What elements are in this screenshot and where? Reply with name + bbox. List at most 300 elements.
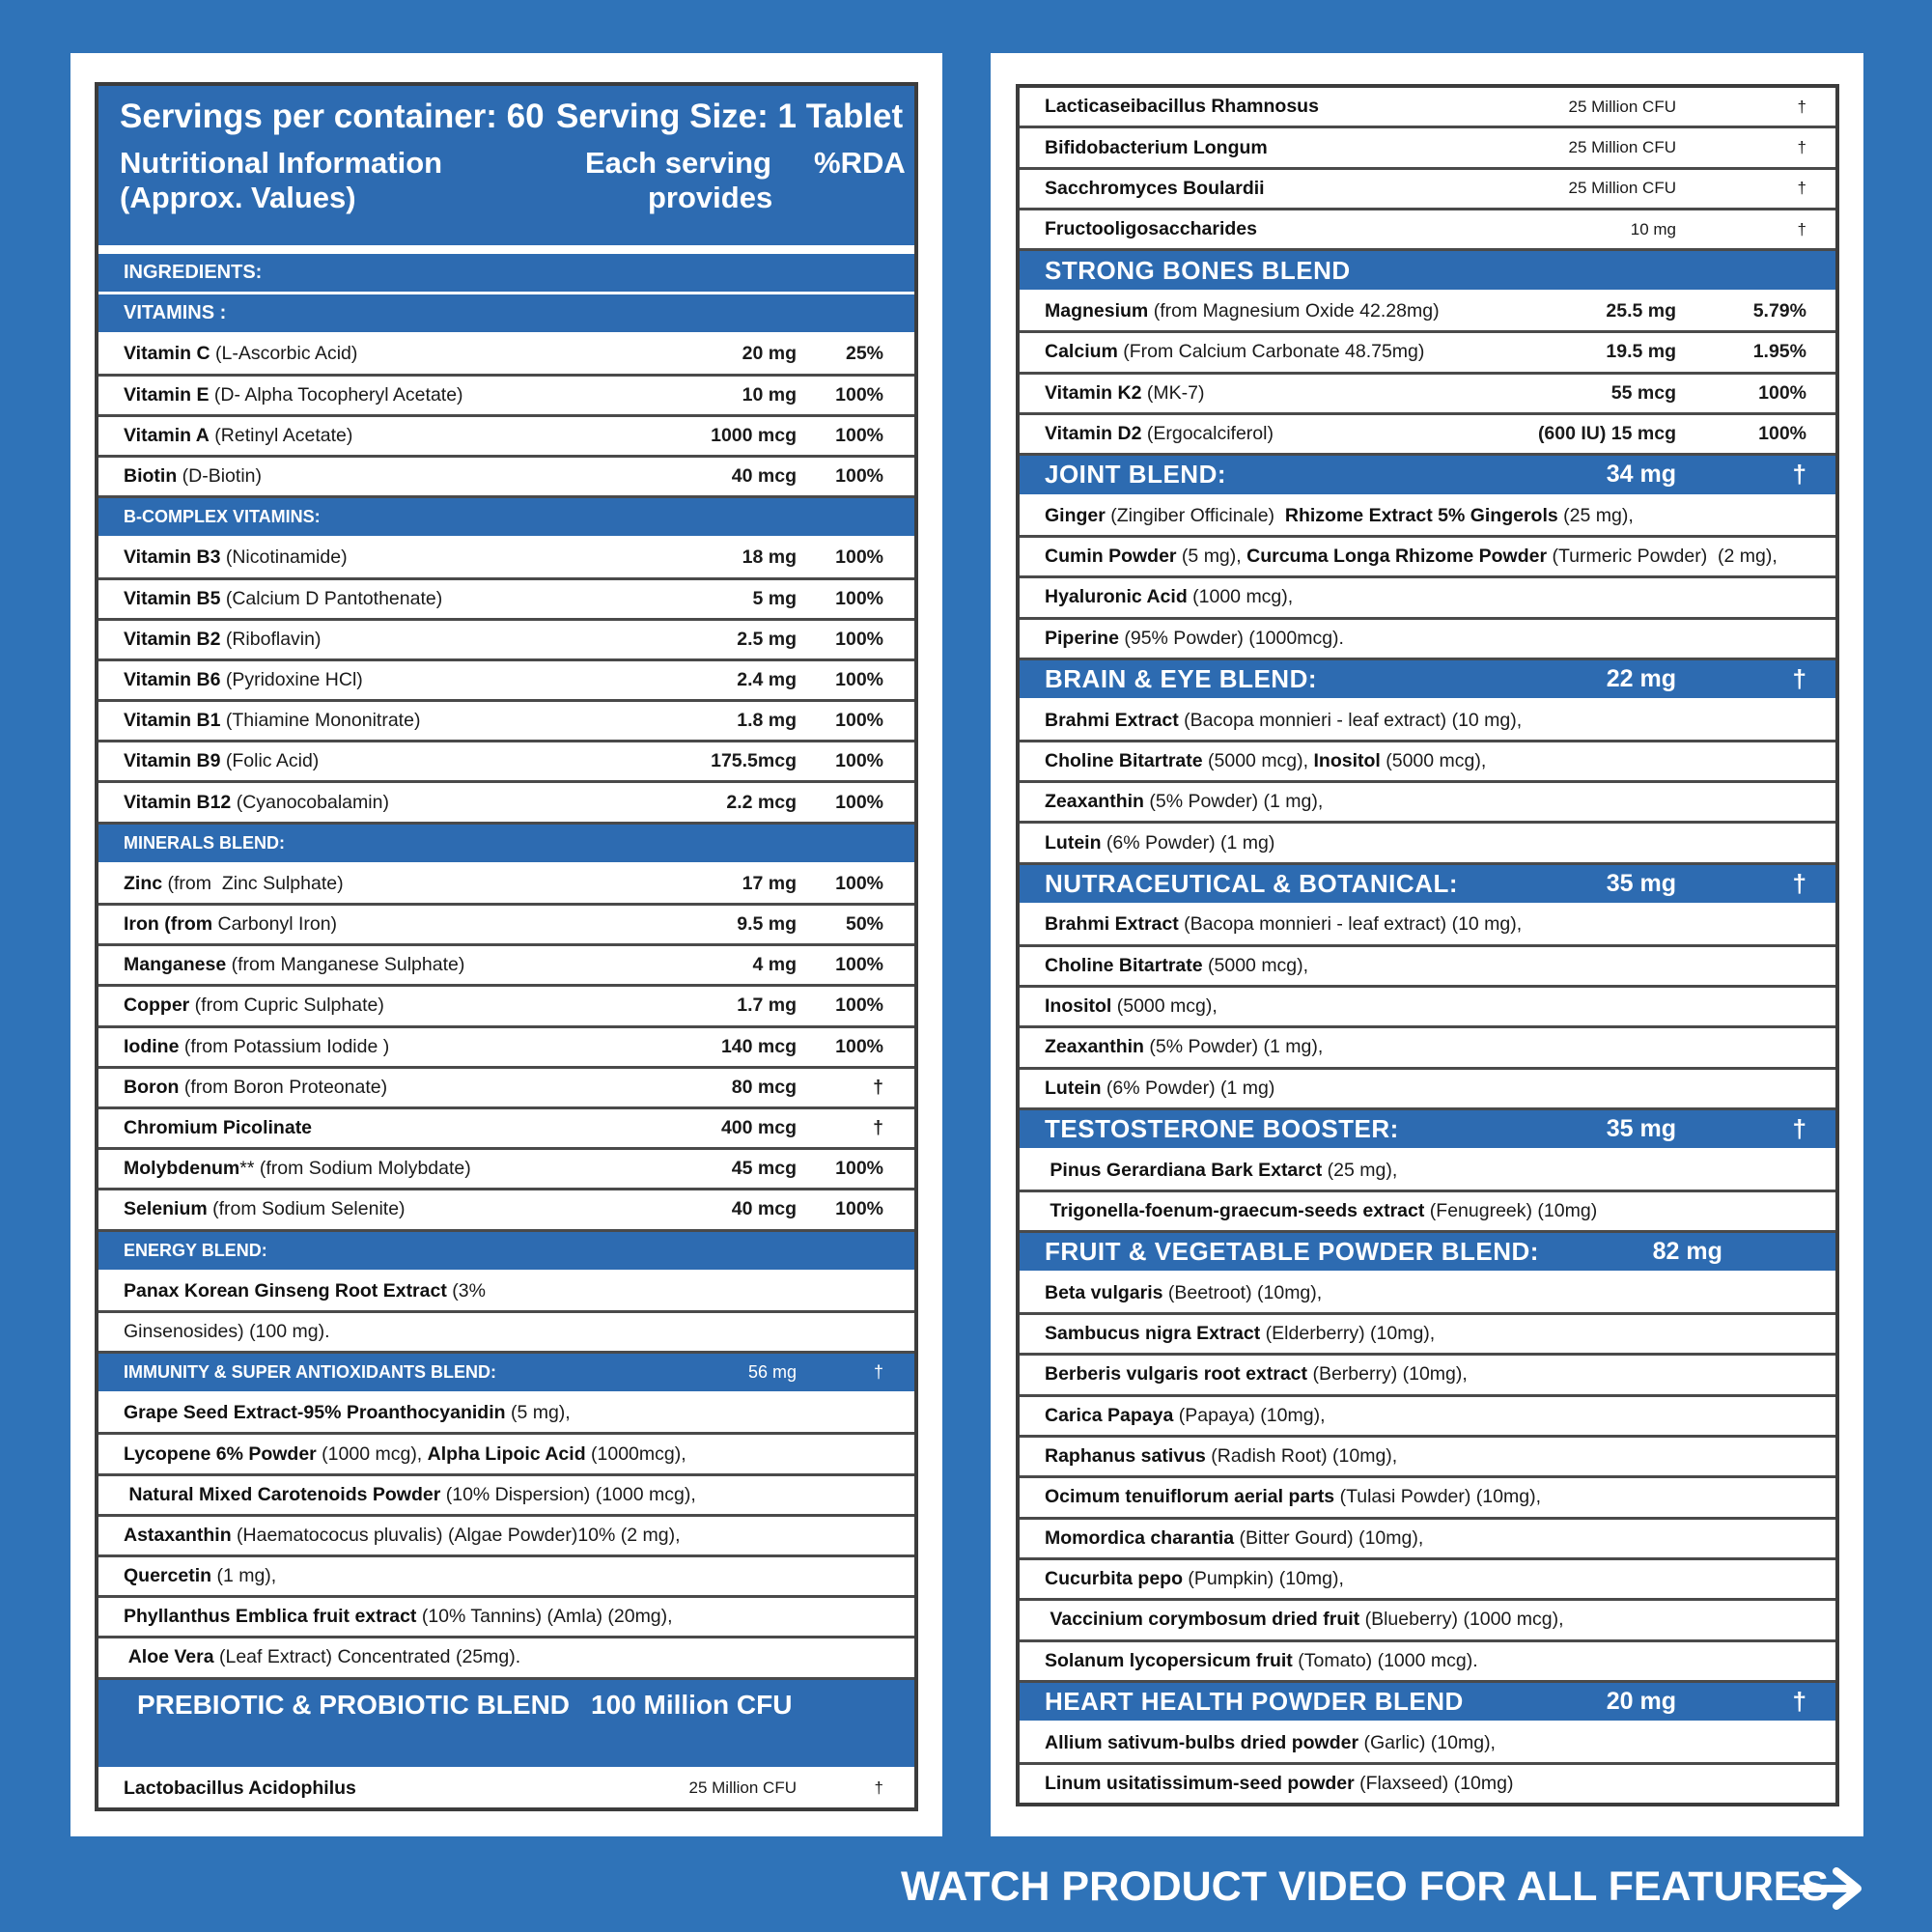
ingredient-name xyxy=(124,1321,603,1343)
ingredient-name xyxy=(1045,137,1493,159)
ingredient-rda: 100% xyxy=(1758,423,1806,445)
ingredient-name xyxy=(124,546,603,569)
ingredient-row xyxy=(98,580,914,621)
ingredient-name xyxy=(124,913,603,936)
ingredient-rda: 50% xyxy=(845,913,883,936)
ingredient-name xyxy=(124,1484,696,1506)
ingredient-bold: Manganese xyxy=(124,954,227,976)
ingredient-row xyxy=(98,1557,914,1598)
ingredient-bold: Magnesium xyxy=(1045,299,1149,322)
ingredient-row xyxy=(1020,1478,1835,1519)
ingredient-row xyxy=(98,865,914,906)
ingredient-name xyxy=(124,588,603,610)
ingredient-detail: ** (from Sodium Molybdate) xyxy=(239,1158,471,1180)
ingredient-name xyxy=(1045,1363,1493,1386)
ingredient-detail: (Radish Root) (10mg), xyxy=(1205,1445,1398,1468)
ingredient-row xyxy=(1020,1723,1835,1764)
ingredient-detail: (L-Ascorbic Acid) xyxy=(210,343,358,365)
ingredient-row xyxy=(1020,620,1835,660)
ingredient-bold: Brahmi Extract xyxy=(1045,913,1179,936)
ingredient-row xyxy=(98,661,914,702)
ingredient-bold: Vitamin C xyxy=(124,343,210,365)
ingredient-row xyxy=(1020,1765,1835,1803)
ingredient-bold: Trigonella-foenum-graecum-seeds extract xyxy=(1045,1199,1425,1221)
ingredient-bold: Raphanus sativus xyxy=(1045,1445,1206,1468)
ingredient-name xyxy=(124,465,603,488)
ingredient-bold: Vitamin B3 xyxy=(124,546,221,569)
ingredient-row xyxy=(1020,170,1835,210)
ingredient-name xyxy=(1045,382,1493,405)
ingredient-amount: 20 mg xyxy=(742,343,797,365)
ingredient-rda: † xyxy=(873,1076,883,1098)
section-header xyxy=(98,498,914,539)
section-title: ENERGY BLEND: xyxy=(124,1240,267,1260)
section-header xyxy=(98,1232,914,1273)
ingredient-name xyxy=(1045,628,1493,650)
section-title: VITAMINS : xyxy=(124,302,227,324)
ingredient-bold: Allium sativum-bulbs dried powder xyxy=(1045,1731,1359,1753)
ingredient-row xyxy=(1020,375,1835,415)
section-amount: 56 mg xyxy=(747,1362,797,1383)
arrow-right-icon[interactable] xyxy=(1798,1865,1865,1912)
ingredient-amount: 80 mcg xyxy=(731,1076,797,1098)
ingredient-bold: Choline Bitartrate xyxy=(1045,954,1203,976)
ingredient-rda: 1.95% xyxy=(1752,341,1806,363)
ingredient-name xyxy=(124,1280,603,1302)
ingredient-detail: (from Potassium Iodide ) xyxy=(179,1035,390,1057)
ingredient-rda: 100% xyxy=(835,383,883,406)
ingredient-amount: 55 mcg xyxy=(1610,381,1676,404)
ingredient-rda: 100% xyxy=(835,1035,883,1057)
ingredient-detail: (95% Powder) (1000mcg). xyxy=(1118,627,1344,649)
ingredient-amount: 2.4 mg xyxy=(737,668,797,690)
section-title: NUTRACEUTICAL & BOTANICAL: xyxy=(1045,869,1458,898)
section-header xyxy=(98,294,914,335)
ingredient-bold: Selenium xyxy=(124,1198,208,1220)
ingredient-bold: Hyaluronic Acid xyxy=(1045,586,1188,608)
ingredient-name xyxy=(124,994,603,1017)
ingredient-rda: 100% xyxy=(835,710,883,732)
ingredient-name xyxy=(1045,546,1778,568)
ingredient-rda: 100% xyxy=(835,628,883,650)
ingredient-bold: Ginger xyxy=(1045,504,1106,526)
ingredient-row xyxy=(98,1517,914,1557)
ingredient-row xyxy=(1020,1070,1835,1110)
ingredient-name xyxy=(124,343,603,365)
ingredient-detail: (from Boron Proteonate) xyxy=(179,1076,388,1098)
ingredient-bold: Cucurbita pepo xyxy=(1045,1568,1184,1590)
ingredient-amount: 1000 mcg xyxy=(711,424,797,446)
ingredient-name xyxy=(124,629,603,651)
ingredient-name xyxy=(124,1198,603,1220)
ingredient-detail: (25 mg), xyxy=(1557,504,1634,526)
approx-values-label: (Approx. Values) xyxy=(120,181,356,214)
ingredient-detail: (1000 mcg), xyxy=(316,1442,428,1465)
ingredient-name xyxy=(1045,1323,1493,1345)
ingredient-name xyxy=(124,1606,673,1628)
ingredient-bold: Brahmi Extract xyxy=(1045,709,1179,731)
ingredient-amount: 5 mg xyxy=(752,587,797,609)
ingredient-bold: Natural Mixed Carotenoids Powder xyxy=(124,1483,441,1505)
ingredient-bold: Vitamin B6 xyxy=(124,668,221,690)
ingredient-name xyxy=(1045,995,1493,1018)
ingredient-amount: 4 mg xyxy=(752,954,797,976)
section-title: B-COMPLEX VITAMINS: xyxy=(124,507,321,527)
ingredient-detail: (Bitter Gourd) (10mg), xyxy=(1234,1526,1424,1549)
serving-size: Serving Size: 1 Tablet xyxy=(556,98,904,135)
ingredient-detail: (Cyanocobalamin) xyxy=(231,791,389,813)
ingredient-row xyxy=(1020,1028,1835,1069)
ingredient-bold: Vitamin D2 xyxy=(1045,423,1142,445)
section-title: INGREDIENTS: xyxy=(124,262,263,284)
ingredient-name xyxy=(124,1158,603,1180)
ingredient-rda: 25% xyxy=(845,343,883,365)
ingredient-row xyxy=(1020,701,1835,742)
ingredient-bold: Berberis vulgaris root extract xyxy=(1045,1363,1308,1386)
ingredient-name xyxy=(1045,341,1493,363)
ingredient-amount: 25 Million CFU xyxy=(1568,179,1676,198)
provides-label: provides xyxy=(648,181,773,214)
ingredient-name xyxy=(1045,586,1493,608)
ingredient-bold: Zinc xyxy=(124,872,163,894)
ingredient-row xyxy=(98,1476,914,1517)
ingredient-row xyxy=(1020,1438,1835,1478)
ingredient-name xyxy=(124,384,603,406)
section-header xyxy=(1020,1683,1835,1723)
ingredient-row xyxy=(1020,1601,1835,1641)
ingredient-bold: Linum usitatissimum-seed powder xyxy=(1045,1772,1355,1794)
ingredient-detail: (Thiamine Mononitrate) xyxy=(220,710,421,732)
ingredient-name xyxy=(124,1646,603,1668)
ingredient-name xyxy=(1045,1036,1493,1058)
ingredient-name xyxy=(1045,1527,1493,1550)
ingredient-rda: † xyxy=(1797,179,1806,198)
section-header xyxy=(1020,660,1835,701)
ingredient-detail: (Fenugreek) (10mg) xyxy=(1424,1199,1598,1221)
ingredient-name xyxy=(1045,1282,1493,1304)
ingredient-amount: 25.5 mg xyxy=(1606,299,1676,322)
ingredient-row xyxy=(98,458,914,498)
ingredient-amount: 25 Million CFU xyxy=(1568,138,1676,157)
section-header xyxy=(1020,1233,1853,1274)
ingredient-amount: (600 IU) 15 mcg xyxy=(1537,423,1676,445)
ingredient-amount: 40 mcg xyxy=(731,465,797,488)
ingredient-row xyxy=(98,1069,914,1109)
ingredient-detail: (Leaf Extract) Concentrated (25mg). xyxy=(213,1646,521,1668)
ingredient-rda: † xyxy=(873,1117,883,1139)
ingredient-name xyxy=(1045,505,1634,527)
ingredient-rda: † xyxy=(1797,138,1806,157)
ingredient-detail: (Tomato) (1000 mcg). xyxy=(1292,1649,1478,1671)
ingredient-row xyxy=(98,335,914,376)
ingredient-row xyxy=(1020,538,1835,578)
ingredient-rda: 100% xyxy=(835,668,883,690)
ingredient-rda: 100% xyxy=(835,546,883,569)
ingredient-bold: Chromium Picolinate xyxy=(124,1117,313,1139)
section-header xyxy=(98,254,914,294)
ingredient-detail: (Bacopa monnieri - leaf extract) (10 mg), xyxy=(1178,709,1523,731)
ingredient-detail: (1000mcg), xyxy=(585,1442,686,1465)
ingredient-bold: Lutein xyxy=(1045,1077,1102,1099)
ingredient-bold: Phyllanthus Emblica fruit extract xyxy=(124,1606,417,1628)
ingredient-row xyxy=(1020,210,1835,251)
ingredient-name xyxy=(124,792,603,814)
ingredient-detail: (from Cupric Sulphate) xyxy=(189,994,384,1017)
section-title: HEART HEALTH POWDER BLEND xyxy=(1045,1687,1464,1717)
ingredient-detail: (10% Dispersion) (1000 mcg), xyxy=(440,1483,696,1505)
ingredient-detail: (Folic Acid) xyxy=(220,750,320,772)
ingredient-row xyxy=(1020,293,1835,333)
ingredient-name xyxy=(1045,1732,1496,1754)
ingredient-bold: Curcuma Longa Rhizome Powder xyxy=(1246,546,1548,568)
ingredient-detail: (Flaxseed) (10mg) xyxy=(1354,1772,1514,1794)
section-title: TESTOSTERONE BOOSTER: xyxy=(1045,1114,1399,1144)
section-header xyxy=(98,825,914,865)
section-amount: 22 mg xyxy=(1606,665,1676,693)
ingredient-row xyxy=(1020,128,1835,169)
ingredient-name xyxy=(124,1402,603,1424)
section-amount: 20 mg xyxy=(1606,1688,1676,1716)
ingredient-row xyxy=(1020,1192,1835,1233)
ingredient-name xyxy=(1045,955,1493,977)
ingredient-name xyxy=(1045,791,1493,813)
section-title: JOINT BLEND: xyxy=(1045,460,1226,490)
ingredient-row xyxy=(1020,906,1835,946)
ingredient-name xyxy=(124,1778,603,1800)
ingredient-detail: (5% Powder) (1 mg), xyxy=(1143,1036,1324,1058)
ingredient-bold: Zeaxanthin xyxy=(1045,1036,1144,1058)
ingredient-amount: 1.7 mg xyxy=(737,994,797,1017)
ingredient-detail: (D-Biotin) xyxy=(177,465,262,488)
ingredient-rda: 100% xyxy=(835,954,883,976)
ingredient-name xyxy=(124,1077,603,1099)
ingredient-bold: Quercetin xyxy=(124,1565,212,1587)
ingredient-detail: (1000 mcg), xyxy=(1187,586,1294,608)
ingredient-bold: Iron (from xyxy=(124,913,213,936)
ingredient-name xyxy=(1045,178,1493,200)
ingredient-bold: Sacchromyces Boulardii xyxy=(1045,177,1265,199)
ingredient-detail: (Bacopa monnieri - leaf extract) (10 mg), xyxy=(1178,913,1523,936)
ingredient-detail: (from Zinc Sulphate) xyxy=(162,872,344,894)
section-amount: 100 Million CFU xyxy=(591,1689,793,1720)
ingredient-detail: (1 mg), xyxy=(211,1565,277,1587)
ingredient-amount: 175.5mcg xyxy=(711,750,797,772)
ingredient-detail: (Garlic) (10mg), xyxy=(1358,1731,1496,1753)
ingredient-bold: Vaccinium corymbosum dried fruit xyxy=(1045,1609,1360,1631)
ingredient-bold: Lactobacillus Acidophilus xyxy=(124,1777,356,1799)
ingredient-amount: 10 mg xyxy=(1630,219,1676,238)
section-rda: † xyxy=(1792,869,1806,898)
ingredient-amount: 25 Million CFU xyxy=(688,1778,797,1798)
ingredient-bold: Rhizome Extract 5% Gingerols xyxy=(1284,504,1558,526)
ingredient-rda: † xyxy=(1797,97,1806,116)
ingredient-rda: † xyxy=(874,1778,883,1798)
ingredient-name xyxy=(1045,300,1493,322)
ingredient-bold: Pinus Gerardiana Bark Extarct xyxy=(1045,1159,1323,1181)
ingredient-name xyxy=(1045,832,1493,854)
ingredient-amount: 19.5 mg xyxy=(1606,341,1676,363)
ingredient-detail: Ginsenosides) (100 mg). xyxy=(124,1320,330,1342)
ingredient-row xyxy=(98,1273,914,1313)
ingredient-bold: Alpha Lipoic Acid xyxy=(427,1442,586,1465)
ingredient-row xyxy=(98,906,914,946)
ingredient-row xyxy=(1020,783,1835,824)
ingredient-detail: (Elderberry) (10mg), xyxy=(1260,1322,1436,1344)
section-header xyxy=(1020,1110,1835,1151)
ingredient-row xyxy=(98,702,914,742)
ingredient-name xyxy=(124,669,603,691)
ingredient-amount: 1.8 mg xyxy=(737,710,797,732)
ingredient-detail: (Ergocalciferol) xyxy=(1141,423,1274,445)
ingredient-bold: Lutein xyxy=(1045,831,1102,854)
ingredient-name xyxy=(1045,1445,1493,1468)
nutrition-header xyxy=(98,86,914,245)
ingredient-detail: (Pyridoxine HCl) xyxy=(220,668,363,690)
ingredient-detail: Carbonyl Iron) xyxy=(212,913,338,936)
ingredient-amount: 25 Million CFU xyxy=(1568,97,1676,116)
ingredient-bold: Zeaxanthin xyxy=(1045,791,1144,813)
each-serving-label: Each serving xyxy=(585,146,771,180)
ingredient-row xyxy=(1020,1315,1835,1356)
ingredient-bold: Bifidobacterium Longum xyxy=(1045,136,1268,158)
ingredient-row xyxy=(1020,1642,1835,1683)
ingredient-detail: (5 mg), xyxy=(505,1402,571,1424)
ingredient-detail: (Nicotinamide) xyxy=(220,546,348,569)
right-facts-panel xyxy=(1016,84,1853,1806)
ingredient-detail: (Riboflavin) xyxy=(220,628,322,650)
ingredient-detail: (from Sodium Selenite) xyxy=(207,1198,406,1220)
ingredient-bold: Vitamin B2 xyxy=(124,628,221,650)
servings-per-container: Servings per container: 60 xyxy=(120,98,545,135)
ingredient-amount: 18 mg xyxy=(742,546,797,569)
section-header xyxy=(98,1354,914,1394)
ingredient-detail: (Pumpkin) (10mg), xyxy=(1183,1568,1344,1590)
ingredient-name xyxy=(1045,1078,1493,1100)
ingredient-detail: (Blueberry) (1000 mcg), xyxy=(1359,1609,1564,1631)
ingredient-bold: Momordica charantia xyxy=(1045,1526,1235,1549)
ingredient-amount: 400 mcg xyxy=(720,1117,797,1139)
ingredient-row xyxy=(1020,415,1835,456)
ingredient-rda: 5.79% xyxy=(1752,299,1806,322)
ingredient-name xyxy=(1045,1486,1541,1508)
ingredient-detail: (Berberry) (10mg), xyxy=(1307,1363,1468,1386)
ingredient-bold: Inositol xyxy=(1313,749,1381,771)
ingredient-bold: Cumin Powder xyxy=(1045,546,1177,568)
ingredient-name xyxy=(124,1525,681,1547)
ingredient-detail: (25 mg), xyxy=(1322,1159,1398,1181)
ingredient-bold: Grape Seed Extract-95% Proanthocyanidin xyxy=(124,1402,506,1424)
rda-header: %RDA xyxy=(814,146,906,180)
ingredient-name xyxy=(1045,1773,1513,1795)
ingredient-rda: 100% xyxy=(835,465,883,488)
ingredient-amount: 17 mg xyxy=(742,872,797,894)
section-rda: † xyxy=(1792,1687,1806,1717)
ingredient-detail: (from Magnesium Oxide 42.28mg) xyxy=(1148,299,1440,322)
nutritional-info-label: Nutritional Information xyxy=(120,146,443,180)
section-title: IMMUNITY & SUPER ANTIOXIDANTS BLEND: xyxy=(124,1362,497,1383)
ingredient-bold: Lacticaseibacillus Rhamnosus xyxy=(1045,96,1319,118)
ingredient-bold: Vitamin K2 xyxy=(1045,381,1142,404)
section-rda: † xyxy=(1792,664,1806,694)
ingredient-amount: 140 mcg xyxy=(720,1035,797,1057)
ingredient-detail: (5% Powder) (1 mg), xyxy=(1143,791,1324,813)
ingredient-name xyxy=(124,1565,603,1587)
ingredient-rda: 100% xyxy=(835,424,883,446)
ingredient-row xyxy=(98,1028,914,1069)
ingredient-row xyxy=(98,1638,914,1679)
ingredient-detail: (5000 mcg), xyxy=(1202,749,1314,771)
ingredient-bold: Inositol xyxy=(1045,995,1112,1018)
watch-video-cta[interactable]: WATCH PRODUCT VIDEO FOR ALL FEATURES xyxy=(901,1863,1830,1910)
ingredient-bold: Solanum lycopersicum fruit xyxy=(1045,1649,1293,1671)
section-amount: 34 mg xyxy=(1606,461,1676,489)
ingredient-row xyxy=(1020,1151,1835,1191)
section-title: MINERALS BLEND: xyxy=(124,832,285,853)
ingredient-rda: 100% xyxy=(835,587,883,609)
ingredient-detail: (Beetroot) (10mg), xyxy=(1162,1281,1323,1303)
ingredient-name xyxy=(124,1036,603,1058)
ingredient-row xyxy=(98,742,914,783)
ingredient-row xyxy=(98,1770,914,1807)
ingredient-row xyxy=(98,1313,914,1354)
ingredient-bold: Aloe Vera xyxy=(124,1646,214,1668)
header-divider xyxy=(98,245,914,254)
ingredient-name xyxy=(124,873,603,895)
ingredient-row xyxy=(98,1394,914,1435)
ingredient-detail: (Zingiber Officinale) xyxy=(1105,504,1285,526)
ingredient-rda: 100% xyxy=(835,872,883,894)
ingredient-rda: 100% xyxy=(835,1198,883,1220)
section-header xyxy=(1020,251,1835,292)
ingredient-bold: Vitamin B1 xyxy=(124,710,221,732)
ingredient-row xyxy=(98,539,914,579)
ingredient-rda: 100% xyxy=(835,791,883,813)
ingredient-row xyxy=(98,1150,914,1190)
ingredient-detail: (D- Alpha Tocopheryl Acetate) xyxy=(209,383,463,406)
ingredient-amount: 10 mg xyxy=(742,383,797,406)
ingredient-detail: (Calcium D Pantothenate) xyxy=(220,587,443,609)
ingredient-detail: (Tulasi Powder) (10mg), xyxy=(1334,1486,1541,1508)
ingredient-row xyxy=(1020,1560,1835,1601)
ingredient-amount: 2.5 mg xyxy=(737,628,797,650)
ingredient-detail: (5000 mcg), xyxy=(1202,954,1309,976)
ingredient-bold: Iodine xyxy=(124,1035,180,1057)
ingredient-bold: Vitamin B5 xyxy=(124,587,221,609)
ingredient-amount: 45 mcg xyxy=(731,1158,797,1180)
section-amount: 82 mg xyxy=(1652,1238,1722,1266)
ingredient-amount: 40 mcg xyxy=(731,1198,797,1220)
ingredient-bold: Calcium xyxy=(1045,341,1118,363)
ingredient-row xyxy=(98,1598,914,1638)
ingredient-detail: (3% xyxy=(446,1279,486,1302)
ingredient-name xyxy=(1045,96,1493,118)
ingredient-rda: 100% xyxy=(835,1158,883,1180)
left-facts-panel xyxy=(95,82,918,1811)
ingredient-detail: (From Calcium Carbonate 48.75mg) xyxy=(1117,341,1425,363)
ingredient-bold: Ocimum tenuiflorum aerial parts xyxy=(1045,1486,1335,1508)
ingredient-bold: Molybdenum xyxy=(124,1158,240,1180)
ingredient-name xyxy=(124,1117,603,1139)
section-rda: † xyxy=(1792,460,1806,490)
ingredient-row xyxy=(98,417,914,458)
ingredient-bold: Beta vulgaris xyxy=(1045,1281,1163,1303)
section-rda: † xyxy=(1838,1237,1853,1267)
ingredient-name xyxy=(1045,1609,1564,1631)
ingredient-rda: 100% xyxy=(835,750,883,772)
ingredient-row xyxy=(1020,88,1835,128)
ingredient-bold: Copper xyxy=(124,994,190,1017)
ingredient-name xyxy=(124,750,603,772)
